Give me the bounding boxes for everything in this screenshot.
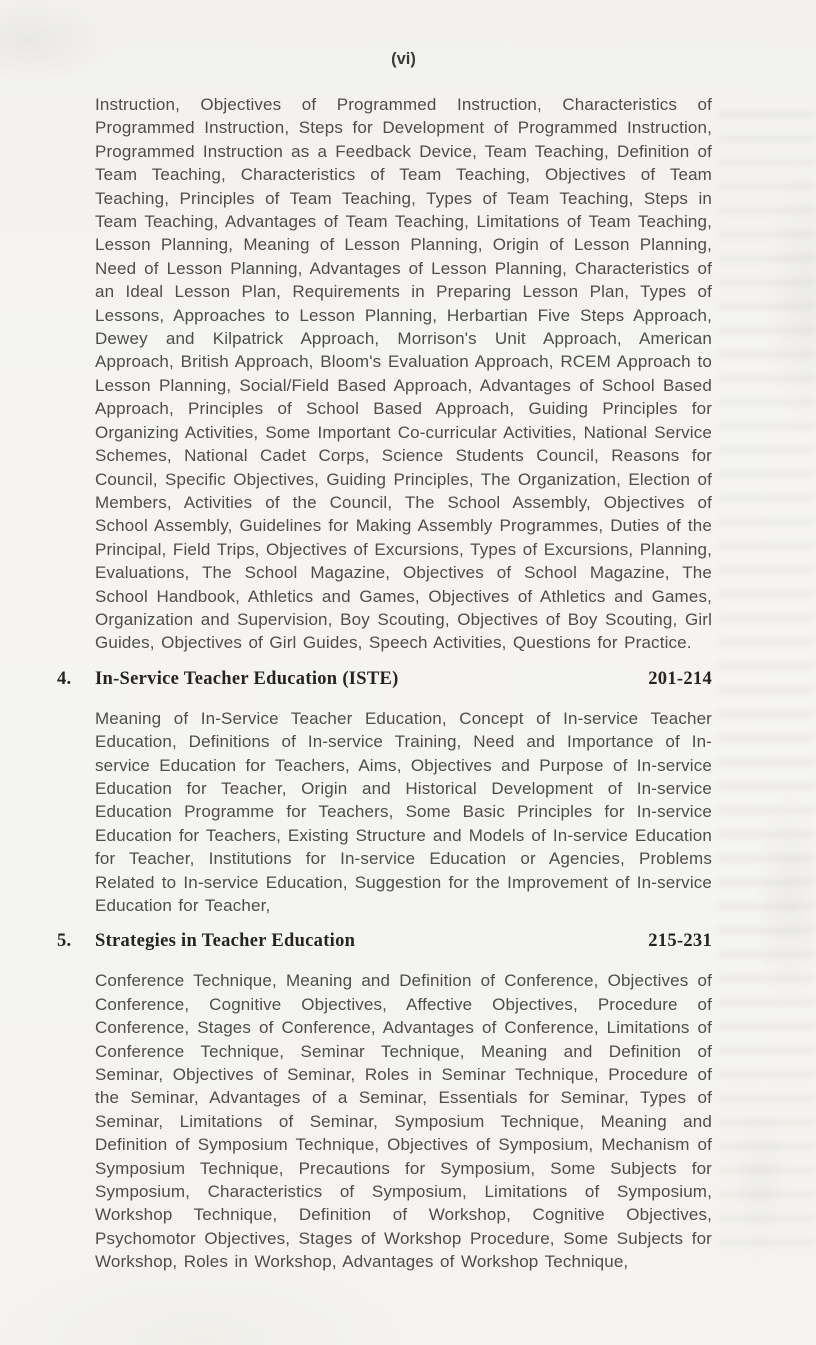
chapter-continuation-paragraph: Instruction, Objectives of Programmed Instruction, Characteristics of Programmed Instruction, Steps for Development of Programmed Instruction, Programmed Instruction as a Feedback Device, Team Teaching, Definition of Team Teaching, Characteristics of Team Teaching, Objectives of Team Teaching, Principles of Team Teaching, Types of Team Teaching, Steps in Team Teaching, Advantages of Team Teaching, Limitations of Team Teaching, Lesson Planning, Meaning of Lesson Planning, Origin of Lesson Planning, Need of Lesson Planning, Advantages of Lesson Planning, Characteristics of an Ideal Lesson Plan, Requirements in Preparing Lesson Plan, Types of Lessons, Approaches to Lesson Planning, Herbartian Five Steps Approach, Dewey and Kilpatrick Approach, Morrison's Unit Approach, American Approach, British Approach, Bloom's Evaluation Approach, RCEM Approach to Lesson Planning, Social/Field Based Approach, Advantages of School Based Approach, Principles of School Based Approach, Guiding Principles for Organizing Activities, Some Important Co-curricular Activities, National Service Schemes, National Cadet Corps, Science Students Council, Reasons for Council, Specific Objectives, Guiding Principles, The Organization, Election of Members, Activities of the Council, The School Assembly, Objectives of School Assembly, Guidelines for Making Assembly Programmes, Duties of the Principal, Field Trips, Objectives of Excursions, Types of Excursions, Planning, Evaluations, The School Magazine, Objectives of School Magazine, The School Handbook, Athletics and Games, Objectives of Athletics and Games, Organization and Supervision, Boy Scouting, Objectives of Boy Scouting, Girl Guides, Objectives of Girl Guides, Speech Activities, Questions for Practice.	[95, 95, 712, 653]
bleed-through-texture	[718, 110, 814, 1260]
toc-entry-5-number: 5.	[57, 931, 72, 952]
toc-entry-5-description: Conference Technique, Meaning and Definition of Conference, Objectives of Conference, Cognitive Objectives, Affective Objectives, Procedure of Conference, Stages of Conference, Advantages of Conference, Limitations of Conference Technique, Seminar Technique, Meaning and Definition of Seminar, Objectives of Seminar, Roles in Seminar Technique, Procedure of the Seminar, Advantages of a Seminar, Essentials for Seminar, Types of Seminar, Limitations of Seminar, Symposium Technique, Meaning and Definition of Symposium Technique, Objectives of Symposium, Mechanism of Symposium Technique, Precautions for Symposium, Some Subjects for Symposium, Characteristics of Symposium, Limitations of Symposium, Workshop Technique, Definition of Workshop, Cognitive Objectives, Psychomotor Objectives, Stages of Workshop Procedure, Some Subjects for Workshop, Roles in Workshop, Advantages of Workshop Technique,	[95, 971, 712, 1272]
toc-entry-4	[57, 668, 712, 918]
toc-entry-4-page-range: 201-214	[648, 668, 712, 689]
toc-entry-5	[57, 931, 712, 1273]
toc-entry-4-heading	[57, 668, 712, 690]
toc-entry-4-number: 4.	[57, 668, 72, 689]
toc-entry-4-title: In-Service Teacher Education (ISTE)	[95, 668, 399, 689]
toc-entry-5-heading	[57, 931, 712, 952]
toc-entry-5-page-range: 215-231	[648, 931, 712, 952]
toc-entry-4-description: Meaning of In-Service Teacher Education, Concept of In-service Teacher Education, Definitions of In-service Training, Need and Importance of In-service Education for Teachers, Aims, Objectives and Purpose of In-service Education for Teacher, Origin and Historical Development of In-service Education Programme for Teachers, Some Basic Principles for In-service Education for Teachers, Existing Structure and Models of In-service Education for Teacher, Institutions for In-service Education or Agencies, Problems Related to In-service Education, Suggestion for the Improvement of In-service Education for Teacher,	[95, 708, 712, 915]
page-number: (vi)	[391, 50, 416, 68]
toc-entry-5-title: Strategies in Teacher Education	[95, 931, 356, 952]
